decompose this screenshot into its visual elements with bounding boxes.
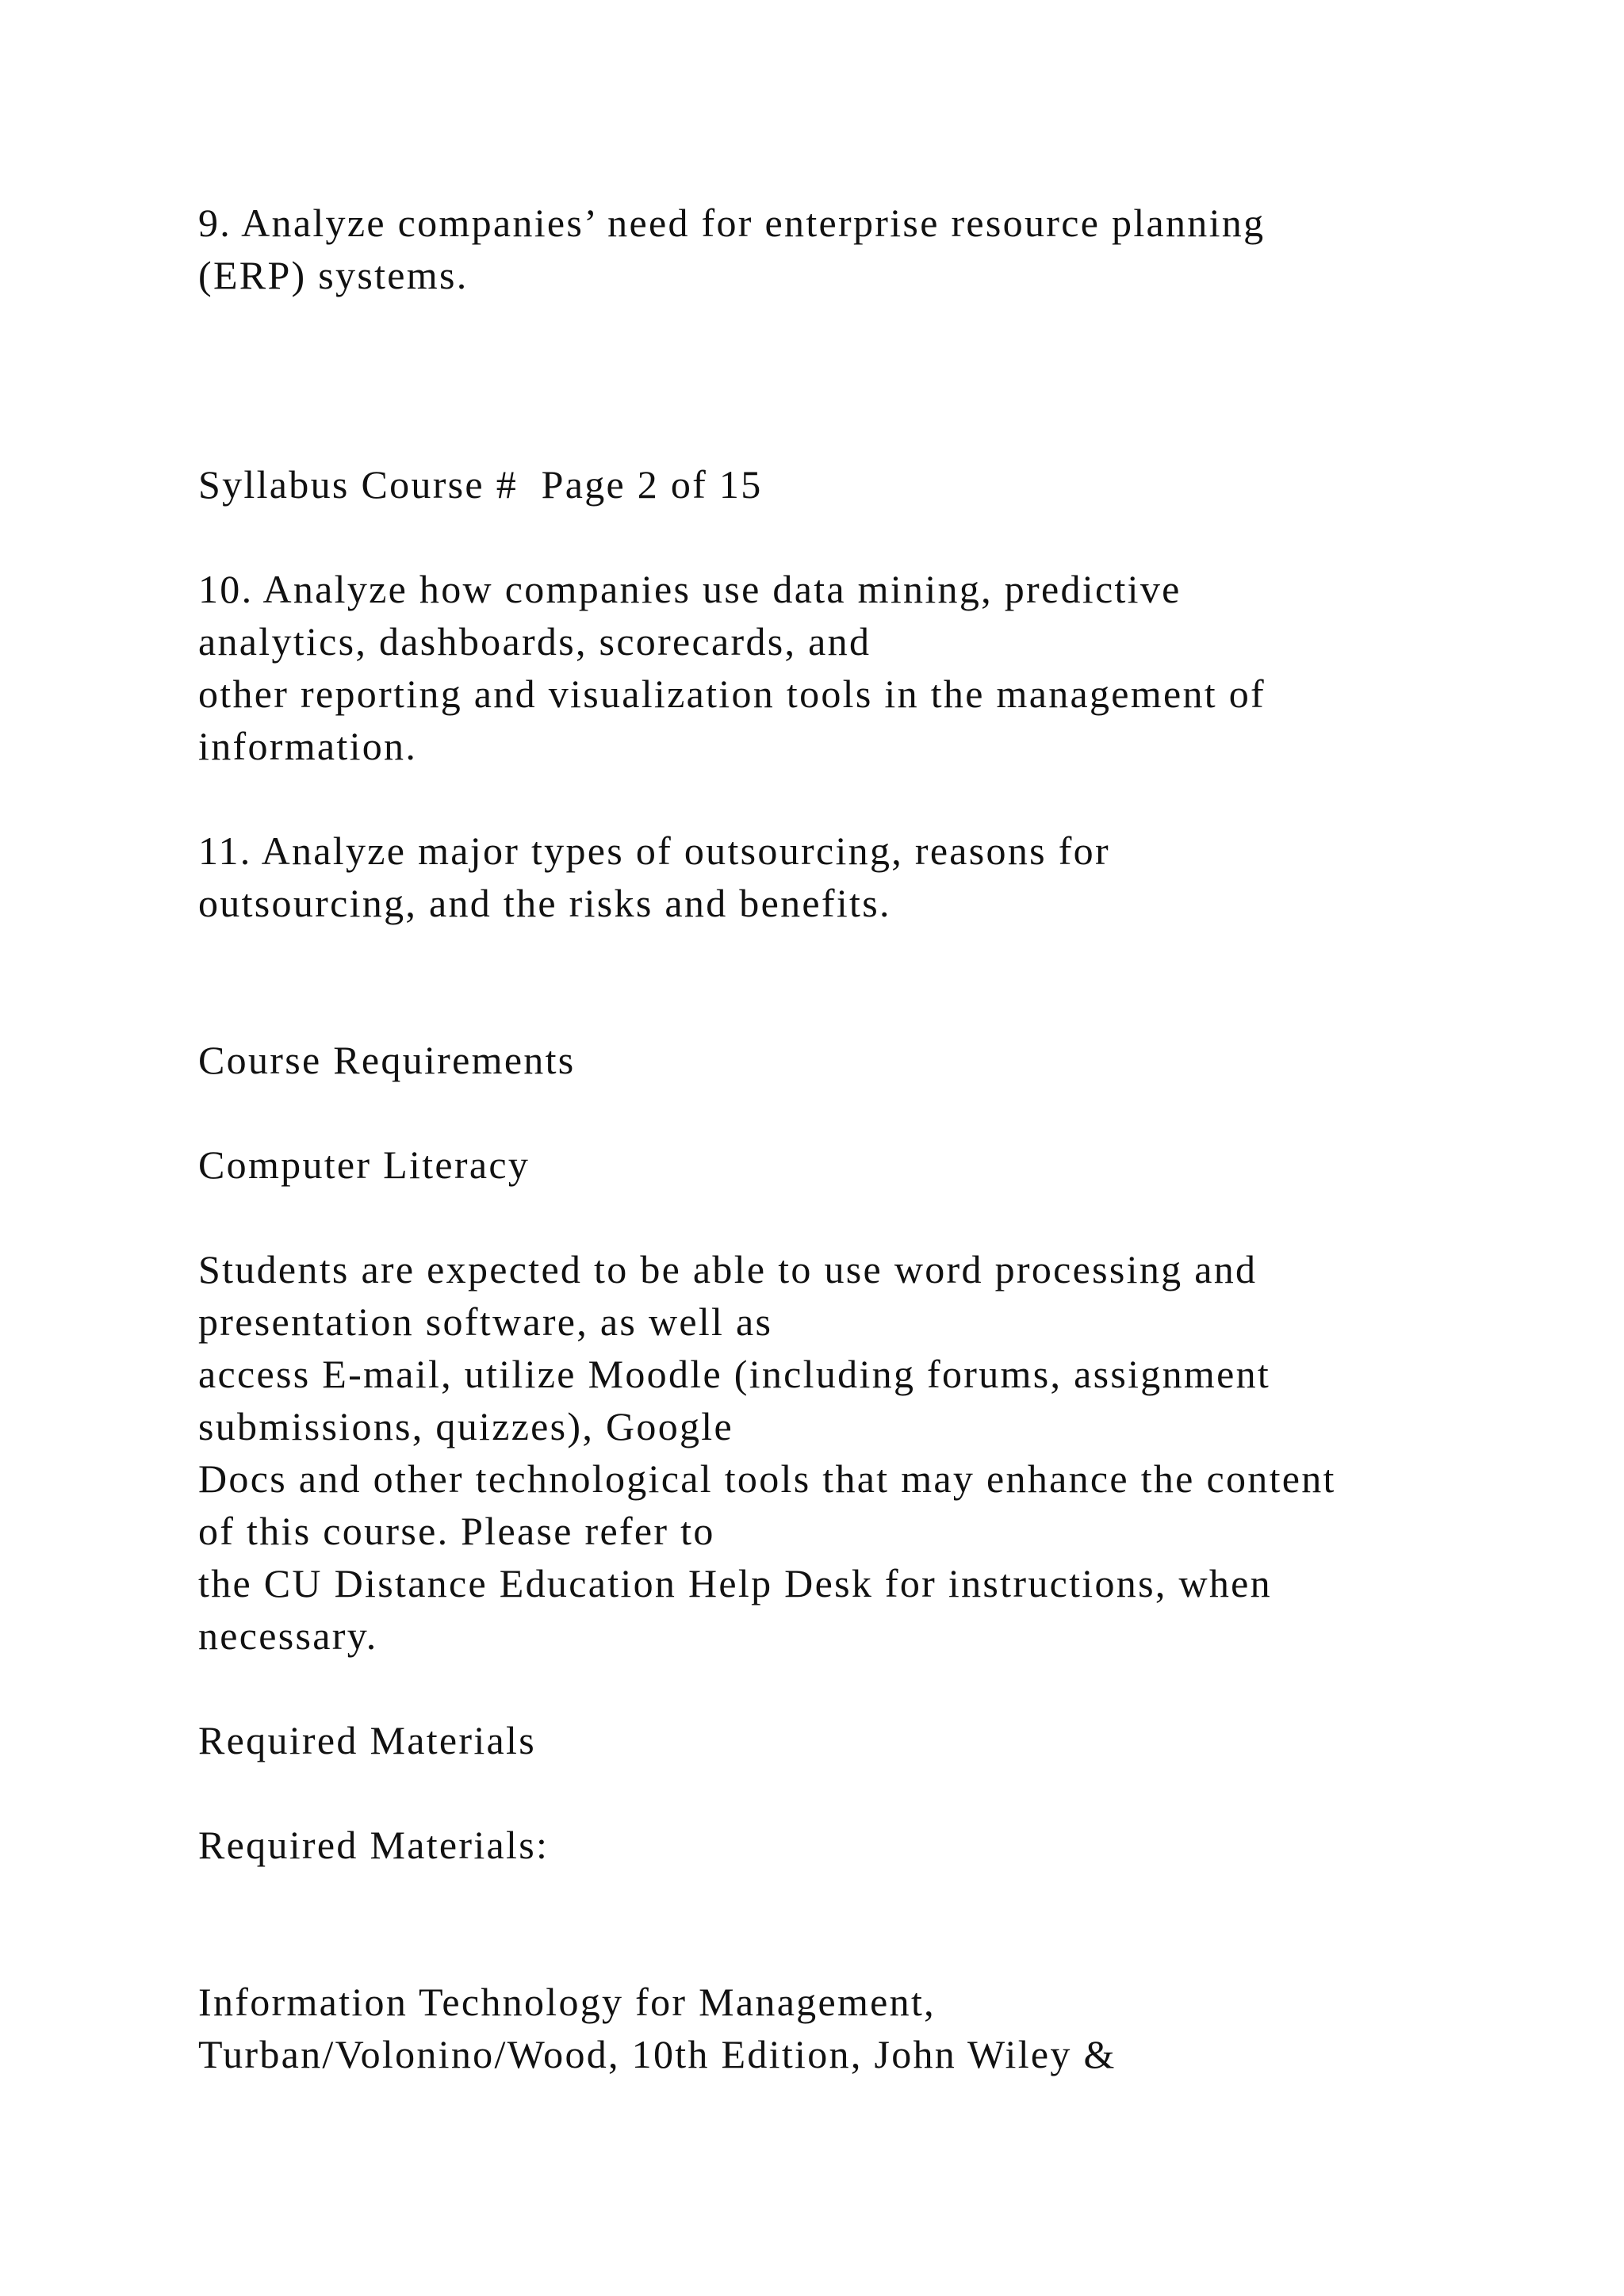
course-requirements-heading: Course Requirements [198,1038,576,1082]
objective-9-line-2: (ERP) systems. [198,253,469,297]
objective-10-line-3: other reporting and visualization tools in the management of [198,672,1266,716]
objective-11-line-2: outsourcing, and the risks and benefits. [198,881,891,925]
computer-literacy-line-1: Students are expected to be able to use word processing and [198,1247,1258,1292]
computer-literacy-line-2: presentation software, as well as [198,1299,773,1344]
required-materials-heading: Required Materials [198,1718,536,1762]
page-header: Syllabus Course # Page 2 of 15 [198,462,763,507]
objective-10-line-2: analytics, dashboards, scorecards, and [198,619,871,664]
computer-literacy-line-7: the CU Distance Education Help Desk for instructions, when [198,1561,1272,1605]
computer-literacy-heading: Computer Literacy [198,1142,530,1187]
computer-literacy-line-6: of this course. Please refer to [198,1509,715,1553]
objective-10-line-1: 10. Analyze how companies use data mining, predictive [198,567,1182,611]
computer-literacy-line-5: Docs and other technological tools that may enhance the content [198,1456,1336,1501]
computer-literacy-line-4: submissions, quizzes), Google [198,1404,733,1448]
textbook-line-2: Turban/Volonino/Wood, 10th Edition, John Wiley & [198,2032,1116,2076]
computer-literacy-line-3: access E-mail, utilize Moodle (including forums, assignment [198,1352,1271,1396]
computer-literacy-line-8: necessary. [198,1613,378,1658]
objective-10-line-4: information. [198,724,418,768]
textbook-line-1: Information Technology for Management, [198,1980,936,2024]
objective-9-line-1: 9. Analyze companies’ need for enterprise resource planning [198,201,1266,245]
required-materials-label: Required Materials: [198,1823,550,1867]
objective-11-line-1: 11. Analyze major types of outsourcing, reasons for [198,828,1110,873]
